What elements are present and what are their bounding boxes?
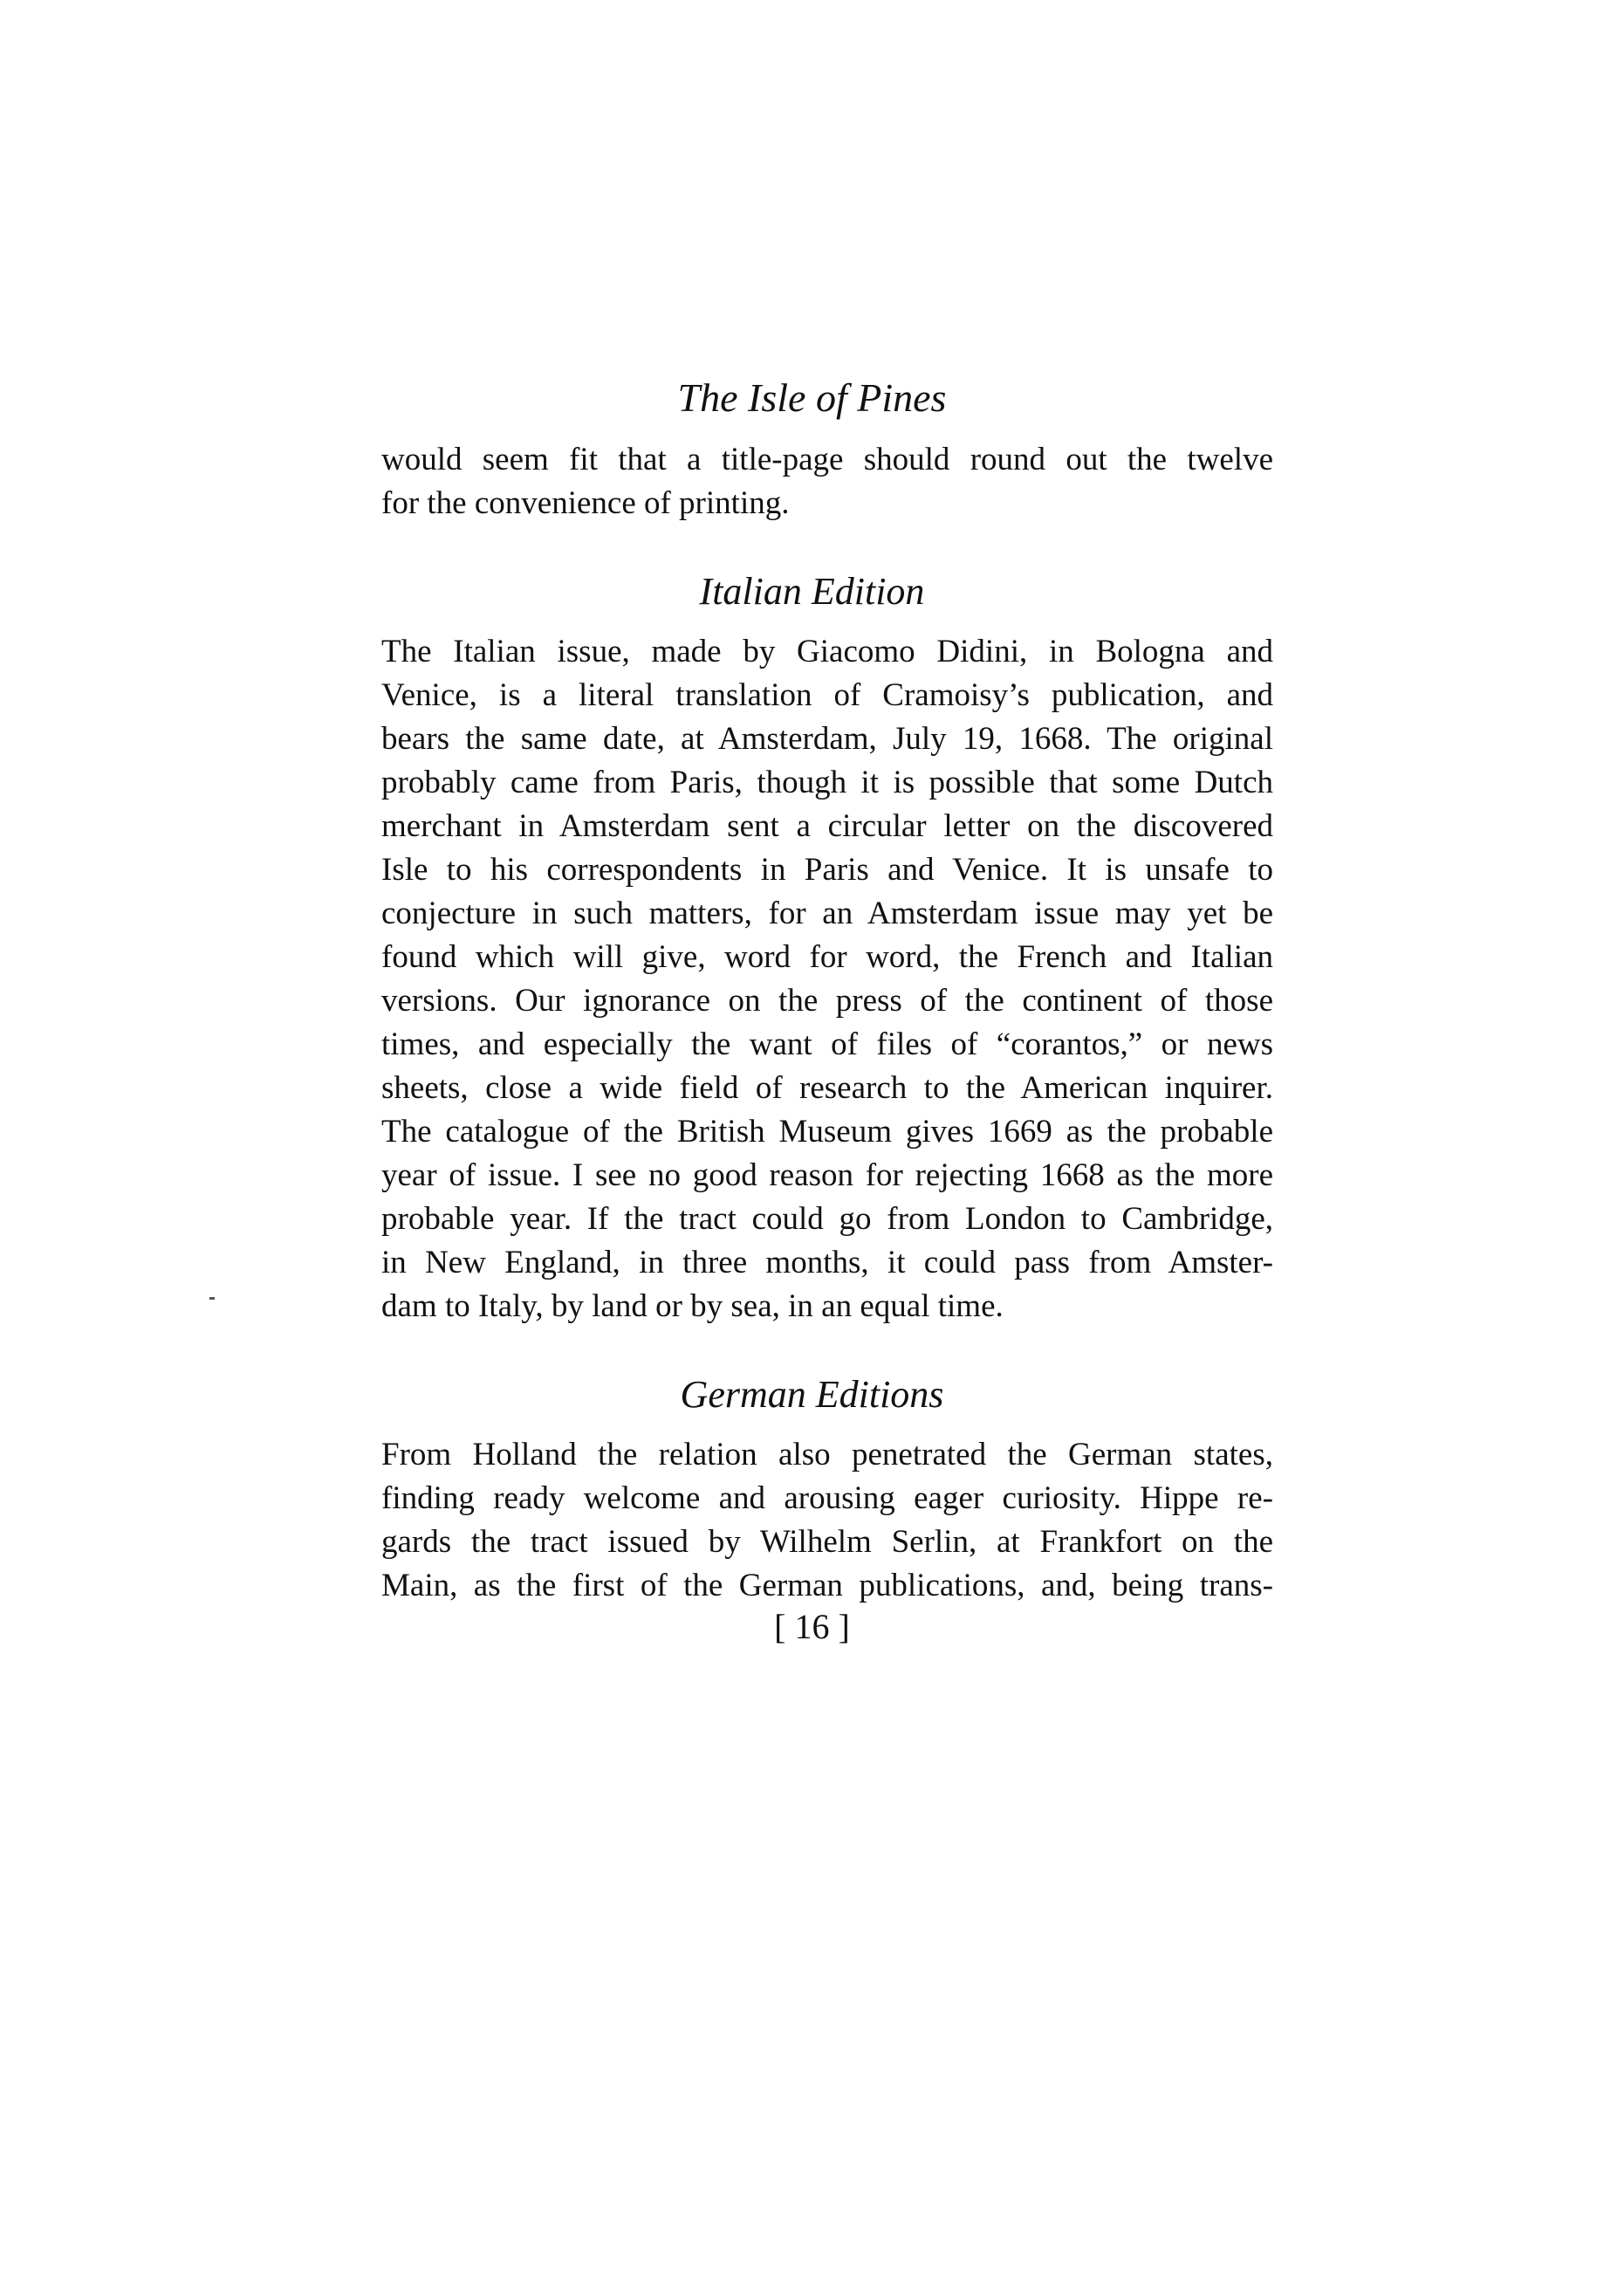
text-line: gards the tract issued by Wilhelm Serlin, at Frankfort on the — [381, 1524, 1273, 1560]
text-line: times, and especially the want of files of “corantos,” or news — [381, 1026, 1273, 1062]
text-line: The catalogue of the British Museum gives 1669 as the probable — [381, 1114, 1273, 1150]
text-line: bears the same date, at Amsterdam, July 19, 1668. The original — [381, 721, 1273, 757]
text-line: probably came from Paris, though it is possible that some Dutch — [381, 765, 1273, 800]
italian-edition-paragraph — [381, 630, 1273, 1328]
text-line: Isle to his correspondents in Paris and Venice. It is unsafe to — [381, 852, 1273, 888]
text-line: found which will give, word for word, the French and Italian — [381, 939, 1273, 975]
intro-paragraph — [381, 438, 1273, 525]
text-line: versions. Our ignorance on the press of the continent of those — [381, 983, 1273, 1019]
text-line: sheets, close a wide field of research to the American inquirer. — [381, 1070, 1273, 1106]
text-line: Venice, is a literal translation of Cramoisy’s publication, and — [381, 677, 1273, 713]
page-number: [ 16 ] — [774, 1607, 850, 1646]
german-editions-paragraph — [381, 1433, 1273, 1608]
section-heading-german-editions: German Editions — [680, 1373, 944, 1416]
text-line: From Holland the relation also penetrated the German states, — [381, 1437, 1273, 1472]
text-line: would seem fit that a title-page should round out the twelve — [381, 442, 1273, 477]
text-line: for the convenience of printing. — [381, 485, 790, 521]
text-line: probable year. If the tract could go from London to Cambridge, — [381, 1201, 1273, 1237]
text-line: in New England, in three months, it could pass from Amster- — [381, 1245, 1273, 1280]
text-line: year of issue. I see no good reason for rejecting 1668 as the more — [381, 1157, 1273, 1193]
text-line: dam to Italy, by land or by sea, in an equal time. — [381, 1288, 1004, 1324]
running-head: The Isle of Pines — [677, 375, 947, 420]
text-line: finding ready welcome and arousing eager curiosity. Hippe re- — [381, 1480, 1273, 1516]
text-line: conjecture in such matters, for an Amsterdam issue may yet be — [381, 896, 1273, 931]
text-line: Main, as the first of the German publications, and, being trans- — [381, 1568, 1273, 1603]
section-heading-italian-edition: Italian Edition — [699, 570, 925, 613]
margin-mark — [209, 1297, 215, 1300]
text-line: merchant in Amsterdam sent a circular letter on the discovered — [381, 808, 1273, 844]
text-line: The Italian issue, made by Giacomo Didini, in Bologna and — [381, 634, 1273, 669]
